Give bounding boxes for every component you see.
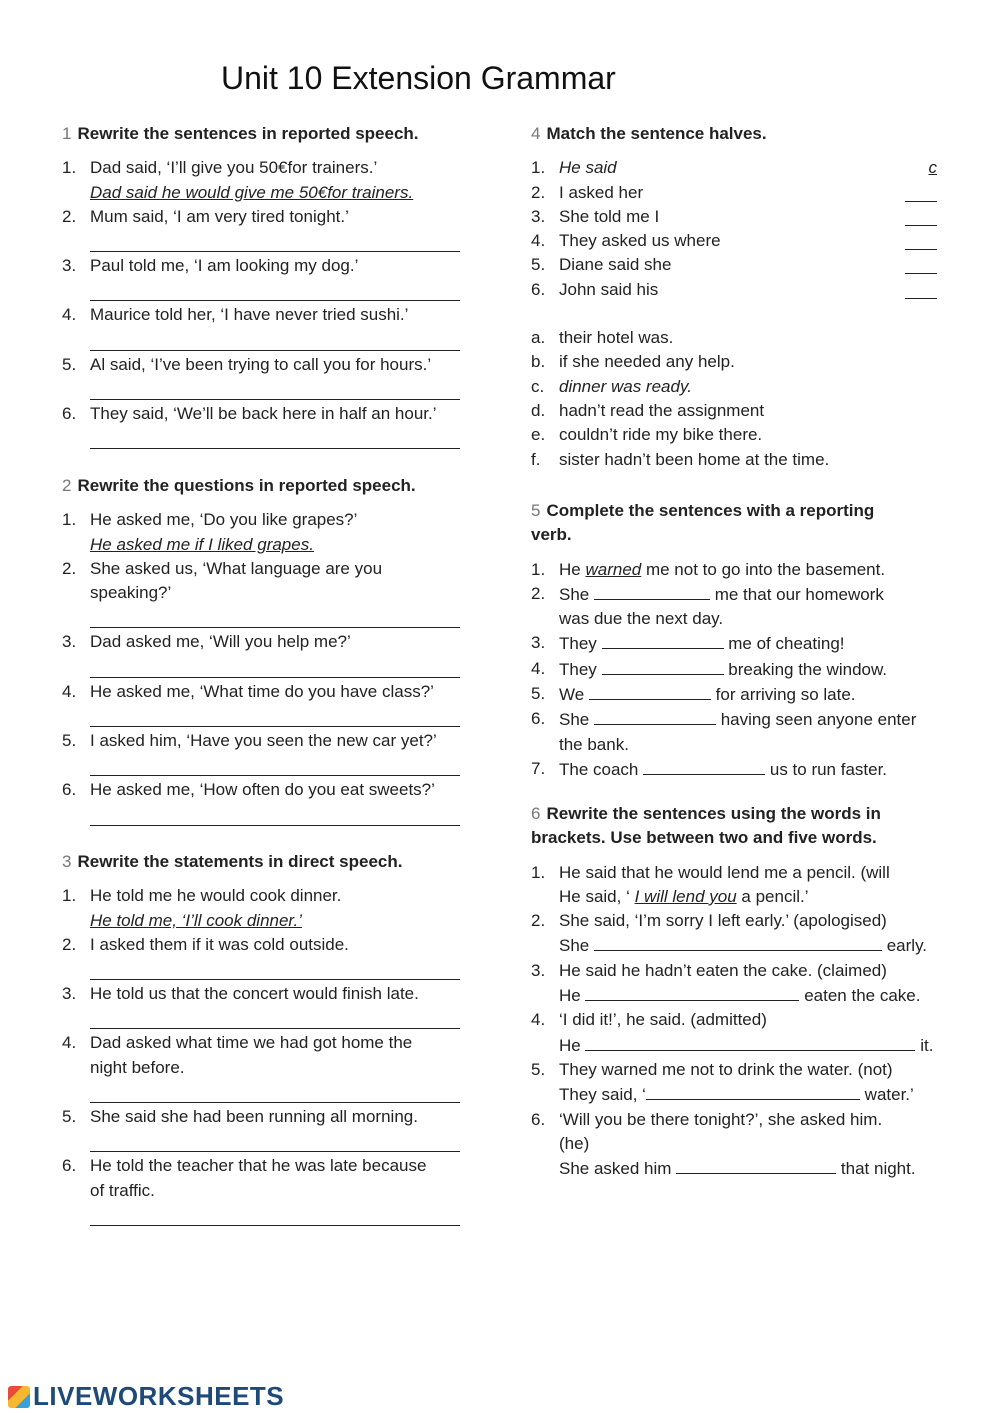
exercise-item	[531, 631, 946, 656]
exercise-item	[531, 657, 946, 682]
section-6-heading	[531, 802, 946, 851]
item-text-continued: of traffic.	[90, 1180, 155, 1200]
section-5-heading	[531, 499, 946, 548]
item-number: 1.	[531, 862, 546, 882]
item-text: He	[559, 1035, 581, 1055]
item-number: 3.	[62, 632, 77, 652]
match-option	[531, 375, 946, 399]
item-text: She said, ‘I’m sorry I left early.’ (apologised)	[559, 911, 887, 931]
exercise-item	[62, 402, 482, 449]
item-text: that night.	[840, 1159, 916, 1179]
item-text: She	[559, 710, 590, 730]
item-number: 5.	[531, 1059, 546, 1079]
answer-blank[interactable]	[585, 983, 799, 1001]
item-text: John said his	[559, 279, 659, 299]
match-item	[531, 229, 946, 253]
match-answer: c	[928, 158, 937, 178]
match-blank[interactable]	[905, 229, 937, 250]
item-number: 6.	[62, 404, 77, 424]
item-number: 6.	[62, 1156, 77, 1176]
exercise-item	[62, 254, 482, 301]
item-text: He said he hadn’t eaten the cake. (claimed)	[559, 960, 887, 980]
exercise-item	[531, 707, 946, 757]
item-number: 7.	[531, 758, 546, 778]
section-number: 3	[62, 852, 72, 871]
item-text: Dad said, ‘I’ll give you 50€for trainers.’	[90, 158, 378, 178]
match-blank[interactable]	[905, 205, 937, 226]
match-item	[531, 205, 946, 229]
option-text: if she needed any help.	[559, 352, 735, 372]
exercise-item	[62, 982, 482, 1029]
option-letter: e.	[531, 425, 546, 445]
item-text: They	[559, 634, 597, 654]
item-text: for arriving so late.	[715, 685, 856, 705]
item-number: 2.	[62, 206, 77, 226]
option-letter: a.	[531, 328, 546, 348]
item-text-continued: (he)	[559, 1133, 590, 1153]
item-number: 1.	[62, 510, 77, 530]
item-text: ‘Will you be there tonight?’, she asked him.	[559, 1109, 883, 1129]
item-text-continued: was due the next day.	[559, 609, 724, 629]
item-number: 2.	[531, 911, 546, 931]
item-number: 5.	[62, 354, 77, 374]
exercise-item	[531, 1108, 946, 1182]
option-letter: b.	[531, 352, 546, 372]
exercise-item	[531, 959, 946, 1009]
item-text: They warned me not to drink the water. (not)	[559, 1059, 893, 1079]
item-text: We	[559, 685, 585, 705]
exercise-item	[531, 558, 946, 582]
item-text: He asked me, ‘How often do you eat sweets?’	[90, 780, 435, 800]
answer-line[interactable]	[90, 704, 460, 727]
item-text: I asked them if it was cold outside.	[90, 934, 349, 954]
item-number: 3.	[531, 960, 546, 980]
example-answer: He told me, ‘I’ll cook dinner.’	[90, 910, 302, 930]
item-number: 6.	[531, 709, 546, 729]
answer-blank[interactable]	[643, 757, 765, 775]
item-number: 2.	[62, 934, 77, 954]
answer-line[interactable]	[90, 957, 460, 980]
match-item	[531, 278, 946, 302]
section-4-heading	[531, 122, 946, 146]
answer-blank[interactable]	[676, 1156, 836, 1174]
item-text: breaking the window.	[728, 659, 888, 679]
item-number: 1.	[531, 559, 546, 579]
item-text: Dad asked what time we had got home the	[90, 1033, 413, 1053]
heading-text: Rewrite the sentences using the words in	[546, 804, 881, 823]
exercise-item	[62, 156, 482, 205]
option-text: dinner was ready.	[559, 376, 692, 396]
item-number: 5.	[62, 731, 77, 751]
heading-text: Match the sentence halves.	[546, 124, 767, 143]
item-number: 6.	[531, 1109, 546, 1129]
match-option	[531, 399, 946, 423]
section-number: 2	[62, 476, 72, 495]
answer-blank[interactable]	[646, 1082, 860, 1100]
item-text: He asked me, ‘What time do you have class?’	[90, 681, 434, 701]
page-title: Unit 10 Extension Grammar	[221, 60, 616, 96]
item-text: He told me he would cook dinner.	[90, 886, 342, 906]
exercise-item	[531, 757, 946, 782]
example-answer: Dad said he would give me 50€for trainers.	[90, 182, 414, 202]
item-text: early.	[886, 936, 928, 956]
option-letter: f.	[531, 449, 541, 469]
section-1-heading	[62, 122, 482, 146]
answer-line[interactable]	[90, 328, 460, 351]
match-option	[531, 326, 946, 350]
item-number: 4.	[531, 231, 546, 251]
exercise-item	[62, 557, 482, 629]
answer-blank[interactable]	[585, 1033, 915, 1051]
example-answer: I will lend you	[634, 886, 737, 906]
item-text: The coach	[559, 759, 639, 779]
item-text: He told us that the concert would finish late.	[90, 984, 419, 1004]
item-text: He	[559, 559, 581, 579]
heading-text: Complete the sentences with a reporting	[546, 501, 875, 520]
item-text: Mum said, ‘I am very tired tonight.’	[90, 206, 349, 226]
heading-text-continued: verb.	[531, 525, 572, 545]
answer-line[interactable]	[90, 377, 460, 400]
exercise-item	[62, 303, 482, 350]
brand-name: LIVEWORKSHEETS	[33, 1381, 285, 1411]
match-item	[531, 253, 946, 277]
exercise-item	[62, 1105, 482, 1152]
exercise-item	[62, 205, 482, 252]
exercise-item	[62, 729, 482, 776]
item-text: a pencil.’	[741, 886, 809, 906]
section-3	[62, 850, 482, 1228]
exercise-item	[62, 353, 482, 400]
item-text: She	[559, 936, 590, 956]
exercise-item	[531, 1008, 946, 1058]
section-2-heading	[62, 474, 482, 498]
option-letter: d.	[531, 400, 546, 420]
item-text: They said, ‘	[559, 1085, 646, 1105]
exercise-item	[531, 909, 946, 959]
exercise-item	[531, 861, 946, 910]
item-text: She said she had been running all morning.	[90, 1107, 418, 1127]
section-6	[531, 802, 946, 1181]
item-text-continued: the bank.	[559, 734, 629, 754]
heading-text-continued: brackets. Use between two and five words.	[531, 828, 877, 848]
match-option	[531, 448, 946, 472]
logo-cube-icon	[8, 1386, 30, 1408]
answer-blank[interactable]	[602, 657, 724, 675]
heading-text: Rewrite the sentences in reported speech.	[77, 124, 419, 143]
section-5	[531, 499, 946, 782]
item-text: He said, ‘	[559, 886, 630, 906]
item-number: 6.	[531, 279, 546, 299]
exercise-item	[531, 1058, 946, 1108]
item-text-continued: night before.	[90, 1057, 185, 1077]
answer-line[interactable]	[90, 1203, 460, 1226]
example-answer: He asked me if I liked grapes.	[90, 534, 314, 554]
item-number: 2.	[531, 182, 546, 202]
exercise-item	[531, 582, 946, 632]
item-text: She told me I	[559, 206, 660, 226]
item-text: I asked him, ‘Have you seen the new car yet?’	[90, 731, 437, 751]
item-text: She	[559, 584, 590, 604]
section-3-heading	[62, 850, 482, 874]
item-text: Diane said she	[559, 255, 672, 275]
match-item	[531, 181, 946, 205]
item-text: They said, ‘We’ll be back here in half an hour.’	[90, 404, 437, 424]
exercise-item	[62, 680, 482, 727]
exercise-item	[62, 508, 482, 557]
answer-line[interactable]	[90, 1129, 460, 1152]
option-text: their hotel was.	[559, 328, 674, 348]
item-text: having seen anyone enter	[720, 710, 917, 730]
item-number: 1.	[531, 158, 546, 178]
item-text: Paul told me, ‘I am looking my dog.’	[90, 256, 359, 276]
item-number: 4.	[62, 305, 77, 325]
heading-text: Rewrite the questions in reported speech.	[77, 476, 416, 495]
item-text: He told the teacher that he was late because	[90, 1156, 427, 1176]
liveworksheets-logo[interactable]	[8, 1381, 284, 1412]
exercise-item	[62, 884, 482, 933]
exercise-item	[62, 933, 482, 980]
answer-line[interactable]	[90, 655, 460, 678]
item-number: 1.	[62, 158, 77, 178]
item-text: me that our homework	[714, 584, 884, 604]
section-2	[62, 474, 482, 828]
item-text: it.	[920, 1035, 934, 1055]
item-number: 4.	[531, 1010, 546, 1030]
item-text: I asked her	[559, 182, 644, 202]
answer-line[interactable]	[90, 1080, 460, 1103]
section-4	[531, 122, 946, 472]
match-option	[531, 423, 946, 447]
exercise-item	[531, 682, 946, 707]
item-text: eaten the cake.	[804, 986, 921, 1006]
option-letter: c.	[531, 376, 545, 396]
item-text: They asked us where	[559, 231, 721, 251]
item-number: 1.	[62, 886, 77, 906]
item-number: 2.	[62, 558, 77, 578]
option-text: sister hadn’t been home at the time.	[559, 449, 830, 469]
item-text-continued: speaking?’	[90, 583, 172, 603]
match-blank[interactable]	[905, 181, 937, 202]
item-number: 4.	[62, 1033, 77, 1053]
item-number: 4.	[531, 658, 546, 678]
item-number: 5.	[531, 684, 546, 704]
item-text: He said	[559, 158, 617, 178]
item-text: She asked us, ‘What language are you	[90, 558, 383, 578]
section-number: 5	[531, 501, 541, 520]
answer-blank[interactable]	[594, 707, 716, 725]
heading-text: Rewrite the statements in direct speech.	[77, 852, 403, 871]
option-text: couldn’t ride my bike there.	[559, 425, 763, 445]
answer-line[interactable]	[90, 1006, 460, 1029]
item-number: 3.	[62, 984, 77, 1004]
exercise-item	[62, 1154, 482, 1226]
item-number: 5.	[531, 255, 546, 275]
match-blank[interactable]	[905, 253, 937, 274]
item-number: 4.	[62, 681, 77, 701]
item-text: He	[559, 986, 581, 1006]
item-text: us to run faster.	[769, 759, 888, 779]
item-number: 3.	[531, 206, 546, 226]
answer-blank[interactable]	[594, 582, 710, 600]
answer-blank[interactable]	[594, 933, 882, 951]
item-text: water.’	[864, 1085, 914, 1105]
item-text: me of cheating!	[728, 634, 845, 654]
answer-line[interactable]	[90, 803, 460, 826]
item-text: ‘I did it!’, he said. (admitted)	[559, 1010, 767, 1030]
answer-line[interactable]	[90, 229, 460, 252]
item-number: 3.	[62, 256, 77, 276]
item-text: me not to go into the basement.	[645, 559, 886, 579]
section-number: 1	[62, 124, 72, 143]
item-text: Maurice told her, ‘I have never tried sushi.’	[90, 305, 409, 325]
item-text: He said that he would lend me a pencil. (will	[559, 862, 890, 882]
item-text: They	[559, 659, 597, 679]
item-text: She asked him	[559, 1159, 672, 1179]
item-number: 6.	[62, 780, 77, 800]
section-number: 4	[531, 124, 541, 143]
item-text: Al said, ‘I’ve been trying to call you for hours.’	[90, 354, 432, 374]
answer-line[interactable]	[90, 426, 460, 449]
item-text: He asked me, ‘Do you like grapes?’	[90, 510, 358, 530]
item-number: 5.	[62, 1107, 77, 1127]
match-option	[531, 350, 946, 374]
answer-line[interactable]	[90, 605, 460, 628]
answer-blank[interactable]	[589, 682, 711, 700]
answer-line[interactable]	[90, 753, 460, 776]
exercise-item	[62, 1031, 482, 1103]
exercise-item	[62, 630, 482, 677]
item-number: 2.	[531, 583, 546, 603]
option-text: hadn’t read the assignment	[559, 400, 765, 420]
answer-line[interactable]	[90, 278, 460, 301]
item-text: Dad asked me, ‘Will you help me?’	[90, 632, 351, 652]
match-item	[531, 156, 946, 180]
section-number: 6	[531, 804, 541, 823]
item-number: 3.	[531, 633, 546, 653]
example-answer: warned	[585, 559, 642, 579]
exercise-item	[62, 778, 482, 825]
section-1	[62, 122, 482, 451]
answer-blank[interactable]	[602, 631, 724, 649]
match-blank[interactable]	[905, 278, 937, 299]
